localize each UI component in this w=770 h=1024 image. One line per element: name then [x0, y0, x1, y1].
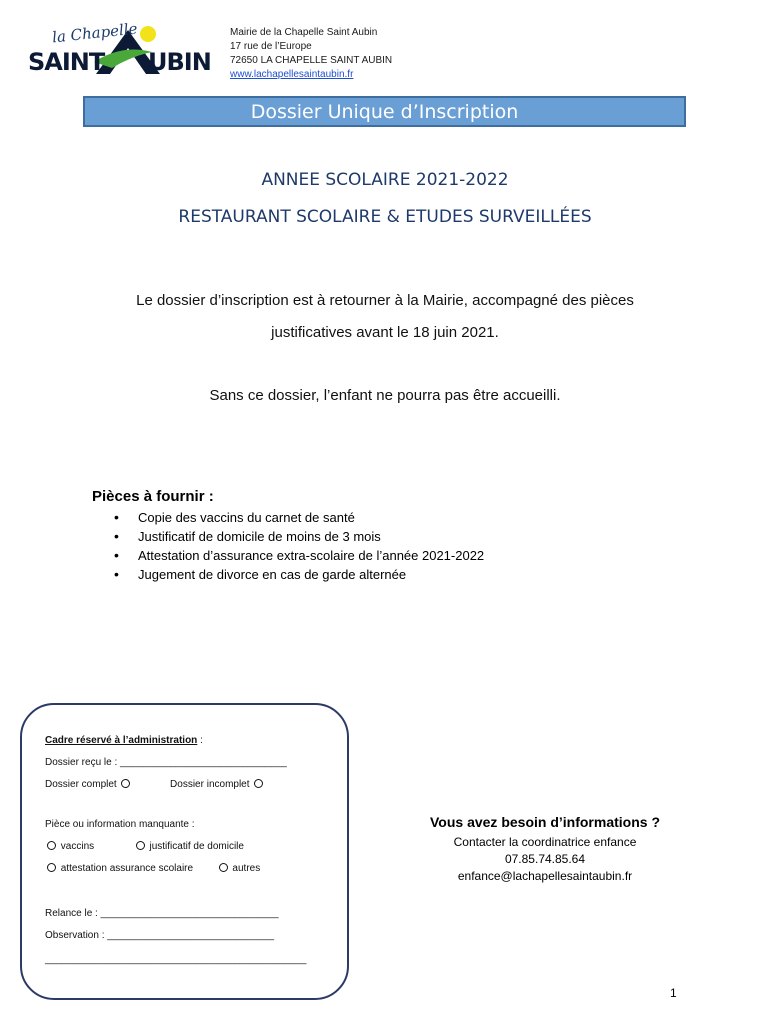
list-item: • Justificatif de domicile de moins de 3 mois	[112, 527, 484, 546]
complete-label: Dossier complet	[45, 779, 117, 790]
service-title: RESTAURANT SCOLAIRE & ETUDES SURVEILLÉES	[178, 207, 592, 227]
incomplete-checkbox[interactable]	[254, 779, 263, 788]
missing-row-1	[45, 841, 244, 852]
info-phone: 07.85.74.85.64	[504, 852, 586, 866]
insurance-checkbox[interactable]	[47, 863, 56, 872]
intro-line-2: justificatives avant le 18 juin 2021.	[271, 324, 499, 341]
pieces-heading: Pièces à fournir :	[92, 488, 214, 505]
logo	[28, 19, 211, 86]
pieces-list	[112, 508, 484, 584]
logo-script-text: la Chapelle	[51, 19, 139, 47]
admin-heading	[45, 735, 203, 746]
missing-label: Pièce ou information manquante :	[45, 819, 195, 830]
website-link[interactable]: www.lachapellesaintaubin.fr	[230, 69, 354, 80]
reminder-line[interactable]: Relance le : ________________________________	[45, 908, 279, 919]
address-line-2: 17 rue de l’Europe	[230, 41, 312, 52]
missing-row-2	[45, 863, 260, 874]
vaccines-checkbox[interactable]	[47, 841, 56, 850]
admin-heading-text: Cadre réservé à l’administration	[45, 735, 198, 746]
incomplete-label: Dossier incomplet	[170, 779, 250, 790]
others-checkbox[interactable]	[219, 863, 228, 872]
blank-line[interactable]: _______________________________________________	[45, 954, 307, 965]
received-line[interactable]: Dossier reçu le : ______________________________	[45, 757, 287, 768]
complete-row	[45, 779, 265, 790]
page-number: 1	[670, 986, 677, 1000]
observation-line[interactable]: Observation : ______________________________	[45, 930, 275, 941]
vaccines-label: vaccins	[60, 841, 95, 852]
intro-line-1: Le dossier d’inscription est à retourner à la Mairie, accompagné des pièces	[136, 292, 634, 309]
others-label: autres	[232, 863, 261, 874]
school-year-title: ANNEE SCOLAIRE 2021-2022	[261, 170, 509, 190]
domicile-label: justificatif de domicile	[149, 841, 244, 852]
insurance-label: attestation assurance scolaire	[60, 863, 194, 874]
intro-paragraph	[60, 285, 710, 349]
logo-word-ubin: UBIN	[148, 48, 211, 76]
info-email[interactable]: enfance@lachapellesaintaubin.fr	[457, 869, 633, 883]
admin-box	[20, 703, 349, 1000]
list-item: • Copie des vaccins du carnet de santé	[112, 508, 484, 527]
domicile-checkbox[interactable]	[136, 841, 145, 850]
title-banner: Dossier Unique d’Inscription	[83, 96, 686, 127]
list-item: • Jugement de divorce en cas de garde alternée	[112, 565, 484, 584]
complete-checkbox[interactable]	[121, 779, 130, 788]
address-line-1: Mairie de la Chapelle Saint Aubin	[230, 27, 378, 38]
warning-paragraph: Sans ce dossier, l’enfant ne pourra pas être accueilli.	[209, 387, 561, 404]
logo-word-saint: SAINT	[28, 48, 105, 76]
address-line-3: 72650 LA CHAPELLE SAINT AUBIN	[230, 55, 393, 66]
list-item: • Attestation d’assurance extra-scolaire de l’année 2021-2022	[112, 546, 484, 565]
admin-heading-colon: :	[197, 735, 203, 746]
info-contact: Contacter la coordinatrice enfance	[453, 835, 637, 849]
mairie-address	[230, 26, 392, 82]
info-title: Vous avez besoin d’informations ?	[430, 814, 660, 830]
